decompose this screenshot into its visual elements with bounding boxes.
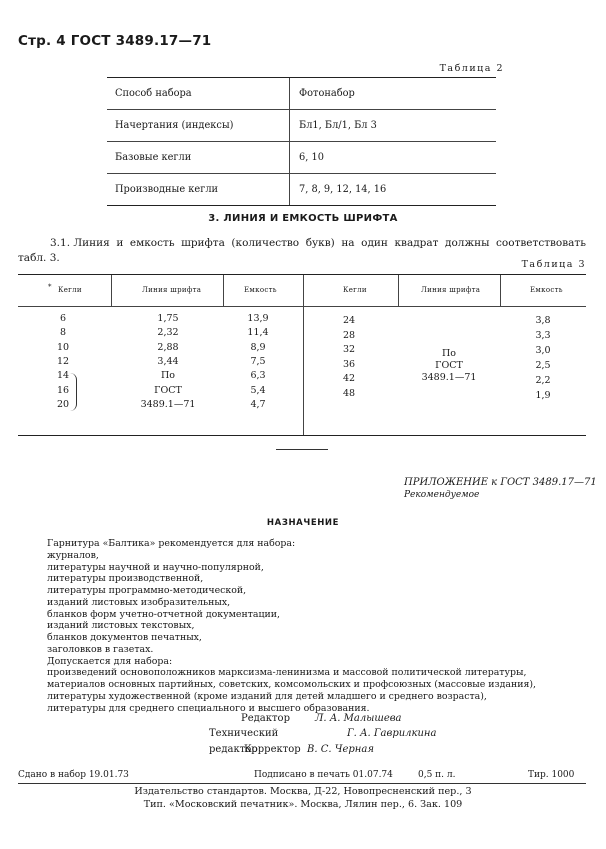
paragraph-line: табл. 3. — [18, 252, 60, 264]
list-item: Гарнитура «Балтика» рекомендуется для набора: — [47, 538, 296, 549]
capacity-cell: 3,3 — [535, 330, 551, 341]
header-line: Линия шрифта — [421, 286, 481, 294]
publisher-block — [0, 786, 606, 811]
table-row — [107, 174, 496, 206]
kegl-cell: 32 — [342, 344, 356, 355]
divider — [276, 449, 328, 450]
appendix-title: ПРИЛОЖЕНИЕ к ГОСТ 3489.17—71 — [404, 477, 597, 488]
kegl-cell: 10 — [56, 342, 70, 353]
capacity-cell: 11,4 — [247, 327, 269, 338]
tech-editor-label: Технический редактор — [209, 728, 279, 755]
capacity-cell: 3,0 — [535, 345, 551, 356]
list-item: материалов основных партийных, советских, комсомольских и профсоюзных (массовые издания), — [47, 679, 536, 690]
kegl-cell: 16 — [56, 385, 70, 396]
table-cell: Бл1, Бл/1, Бл 3 — [299, 120, 377, 131]
kegl-cell: 12 — [56, 356, 70, 367]
kegl-cell: 8 — [59, 327, 67, 338]
paragraph-word: один — [361, 237, 388, 249]
paragraph-word: (количество — [231, 237, 300, 249]
table3 — [18, 274, 586, 436]
kegl-cell: 28 — [342, 330, 356, 341]
table-row — [107, 110, 496, 142]
print-sheets: 0,5 п. л. — [418, 770, 456, 780]
editor-label: Редактор — [241, 713, 290, 724]
signed-date: Подписано в печать 01.07.74 — [254, 770, 393, 780]
brace-mark — [70, 373, 77, 411]
capacity-cell: 3,8 — [535, 315, 551, 326]
kegl-cell: 48 — [342, 388, 356, 399]
header-kegli: Кегли — [58, 286, 82, 294]
table-cell: Базовые кегли — [107, 142, 290, 173]
tech-editor-name: Г. А. Гаврилкина — [347, 728, 437, 740]
line-cell: 2,88 — [157, 342, 179, 353]
kegl-cell: 42 — [342, 373, 356, 384]
corrector-label: Корректор — [244, 743, 301, 755]
list-item: бланков форм учетно-отчетной документации, — [47, 608, 281, 620]
table-cell: Фотонабор — [299, 88, 355, 99]
list-item: литературы художественной (кроме изданий для детей младшего и среднего возраста), — [47, 690, 487, 702]
line-cell: По — [441, 348, 456, 359]
capacity-cell: 8,9 — [250, 342, 266, 353]
publisher-line: Издательство стандартов. Москва, Д-22, Новопресненский пер., 3 — [134, 786, 472, 797]
appendix-heading: НАЗНАЧЕНИЕ — [266, 518, 340, 528]
paragraph-word: букв) — [305, 237, 335, 249]
corrector-name: В. С. Черная — [307, 743, 374, 755]
line-cell: 3489.1—71 — [140, 399, 196, 410]
capacity-cell: 2,5 — [535, 360, 551, 371]
table2-caption: Таблица 2 — [439, 63, 504, 74]
editor-line — [0, 711, 606, 726]
header-kegli: Кегли — [343, 286, 367, 294]
list-item: литературы программно-методической, — [47, 585, 247, 596]
line-cell: 2,32 — [157, 327, 179, 338]
kegl-cell: 14 — [56, 370, 70, 381]
list-item: Допускается для набора: — [47, 655, 173, 667]
kegl-cell: 36 — [342, 359, 356, 370]
line-cell: ГОСТ — [154, 385, 182, 396]
list-item: изданий листовых текстовых, — [47, 620, 195, 632]
list-item: литературы для среднего специального и высшего образования. — [47, 702, 370, 714]
paragraph-word: должны — [445, 237, 490, 249]
page-header: Стр. 4 ГОСТ 3489.17—71 — [18, 33, 212, 49]
paragraph-word: и — [116, 237, 124, 249]
line-cell: ГОСТ — [435, 360, 463, 371]
header-line: Линия шрифта — [142, 286, 202, 294]
table-cell: Начертания (индексы) — [107, 110, 290, 141]
list-item: изданий листовых изобразительных, — [47, 596, 231, 608]
line-cell: 1,75 — [157, 313, 179, 324]
asterisk-mark: * — [48, 283, 52, 291]
paragraph-word: шрифта — [181, 237, 225, 249]
table-row — [107, 142, 496, 174]
paragraph-word: емкость — [129, 237, 175, 249]
appendix-subtitle: Рекомендуемое — [404, 490, 480, 500]
list-item: бланков документов печатных, — [47, 632, 202, 643]
table-cell: 7, 8, 9, 12, 14, 16 — [299, 184, 387, 195]
list-item: журналов, — [47, 549, 99, 561]
capacity-cell: 2,2 — [535, 375, 551, 386]
table-cell: Способ набора — [107, 78, 290, 109]
editors-block — [0, 711, 606, 757]
capacity-cell: 13,9 — [247, 313, 269, 324]
tirage: Тир. 1000 — [528, 770, 575, 780]
capacity-cell: 7,5 — [250, 356, 266, 367]
kegl-cell: 24 — [342, 315, 356, 326]
section-paragraph — [18, 236, 586, 266]
line-cell: 3,44 — [157, 356, 179, 367]
paragraph-line — [18, 236, 586, 251]
line-cell: 3489.1—71 — [421, 372, 477, 383]
sent-date: Сдано в набор 19.01.73 — [18, 770, 129, 780]
list-item: литературы научной и научно-популярной, — [47, 561, 264, 573]
line-cell: По — [160, 370, 175, 381]
section-title: 3. ЛИНИЯ И ЕМКОСТЬ ШРИФТА — [208, 213, 398, 224]
printer-line: Тип. «Московский печатник». Москва, Лялин пер., 6. Зак. 109 — [143, 798, 463, 810]
capacity-cell: 1,9 — [535, 390, 551, 401]
kegl-cell: 6 — [59, 313, 67, 324]
capacity-cell: 6,3 — [250, 370, 266, 381]
table-cell: Производные кегли — [107, 174, 290, 205]
capacity-cell: 5,4 — [250, 385, 266, 396]
table-row — [107, 78, 496, 110]
kegl-cell: 20 — [56, 399, 70, 410]
list-item: заголовков в газетах. — [47, 643, 154, 655]
header-capacity: Емкость — [530, 286, 563, 294]
footer-divider — [18, 783, 586, 784]
editor-name: Л. А. Малышева — [315, 713, 402, 724]
list-item: произведений основоположников марксизма-ленинизма и массовой политической литературы, — [47, 667, 527, 679]
table2 — [107, 77, 496, 206]
paragraph-word: квадрат — [394, 237, 439, 249]
appendix-list — [47, 538, 536, 714]
list-item: литературы производственной, — [47, 573, 204, 585]
table3-caption: Таблица 3 — [521, 259, 586, 270]
paragraph-word: соответствовать — [496, 237, 586, 249]
capacity-cell: 4,7 — [250, 399, 266, 410]
table-cell: 6, 10 — [299, 152, 324, 163]
paragraph-word: на — [341, 237, 355, 249]
corrector-line — [0, 742, 606, 757]
paragraph-word: 3.1. Линия — [50, 237, 110, 249]
header-capacity: Емкость — [244, 286, 277, 294]
